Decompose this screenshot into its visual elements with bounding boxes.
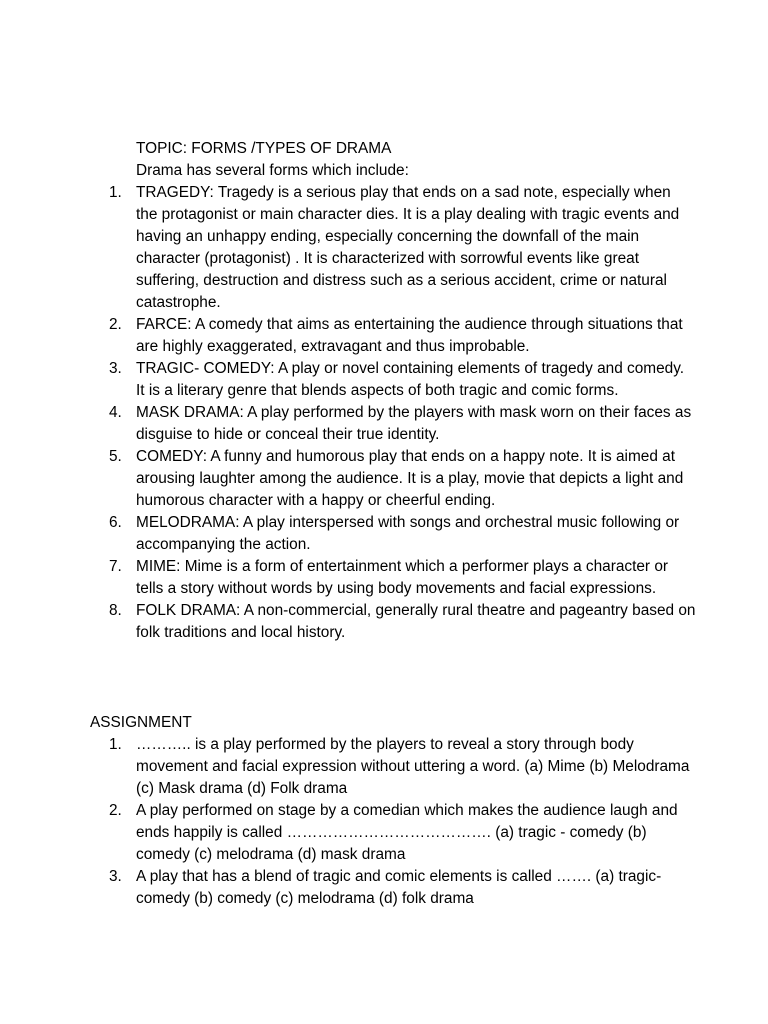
item-number: 5. — [109, 448, 122, 465]
assignment-section — [109, 734, 696, 910]
drama-form-item — [109, 182, 696, 314]
item-text: TRAGIC- COMEDY: A play or novel containing elements of tragedy and comedy. It is a literary genre that blends aspects of both tragic and comic forms. — [136, 360, 685, 399]
item-number: 6. — [109, 514, 122, 531]
drama-form-item — [109, 358, 696, 402]
topic-section — [109, 138, 696, 644]
item-text: MASK DRAMA: A play performed by the players with mask worn on their faces as disguise to hide or conceal their true identity. — [136, 404, 692, 443]
assignment-question — [109, 866, 696, 910]
question-number: 1. — [109, 736, 122, 753]
item-text: TRAGEDY: Tragedy is a serious play that ends on a sad note, especially when the protagonist or main character dies. It is a play dealing with tragic events and having an unhappy ending, especially concerning the downfall of the main character (protagonist) . It is characterized with sorrowful events like great suffering, destruction and distress such as a serious accident, crime or natural catastrophe. — [136, 184, 680, 311]
item-number: 3. — [109, 360, 122, 377]
item-number: 2. — [109, 316, 122, 333]
topic-title: TOPIC: FORMS /TYPES OF DRAMA — [136, 140, 392, 157]
item-text: MIME: Mime is a form of entertainment which a performer plays a character or tells a story without words by using body movements and facial expressions. — [136, 558, 669, 597]
item-text: FOLK DRAMA: A non-commercial, generally rural theatre and pageantry based on folk traditions and local history. — [136, 602, 696, 641]
drama-form-item — [109, 556, 696, 600]
item-number: 8. — [109, 602, 122, 619]
drama-form-item — [109, 600, 696, 644]
assignment-question — [109, 800, 696, 866]
drama-form-item — [109, 402, 696, 446]
assignment-question — [109, 734, 696, 800]
item-number: 7. — [109, 558, 122, 575]
question-text: ……….. is a play performed by the players to reveal a story through body movement and facial expression without uttering a word. (a) Mime (b) Melodrama (c) Mask drama (d) Folk drama — [136, 736, 690, 797]
item-number: 1. — [109, 184, 122, 201]
item-text: MELODRAMA: A play interspersed with songs and orchestral music following or accompanying the action. — [136, 514, 680, 553]
drama-form-item — [109, 314, 696, 358]
assignment-heading: ASSIGNMENT — [90, 714, 192, 731]
question-number: 3. — [109, 868, 122, 885]
drama-form-item — [109, 446, 696, 512]
item-number: 4. — [109, 404, 122, 421]
question-number: 2. — [109, 802, 122, 819]
drama-form-item — [109, 512, 696, 556]
topic-intro: Drama has several forms which include: — [136, 162, 409, 179]
item-text: COMEDY: A funny and humorous play that ends on a happy note. It is aimed at arousing laughter among the audience. It is a play, movie that depicts a light and humorous character with a happy or cheerful ending. — [136, 448, 684, 509]
question-text: A play that has a blend of tragic and comic elements is called ……. (a) tragic-comedy (b) comedy (c) melodrama (d) folk drama — [136, 868, 662, 907]
question-text: A play performed on stage by a comedian which makes the audience laugh and ends happily is called …………………………………. (a) tragic - comedy (b) comedy (c) melodrama (d) mask drama — [136, 802, 678, 863]
item-text: FARCE: A comedy that aims as entertaining the audience through situations that are highly exaggerated, extravagant and thus improbable. — [136, 316, 683, 355]
